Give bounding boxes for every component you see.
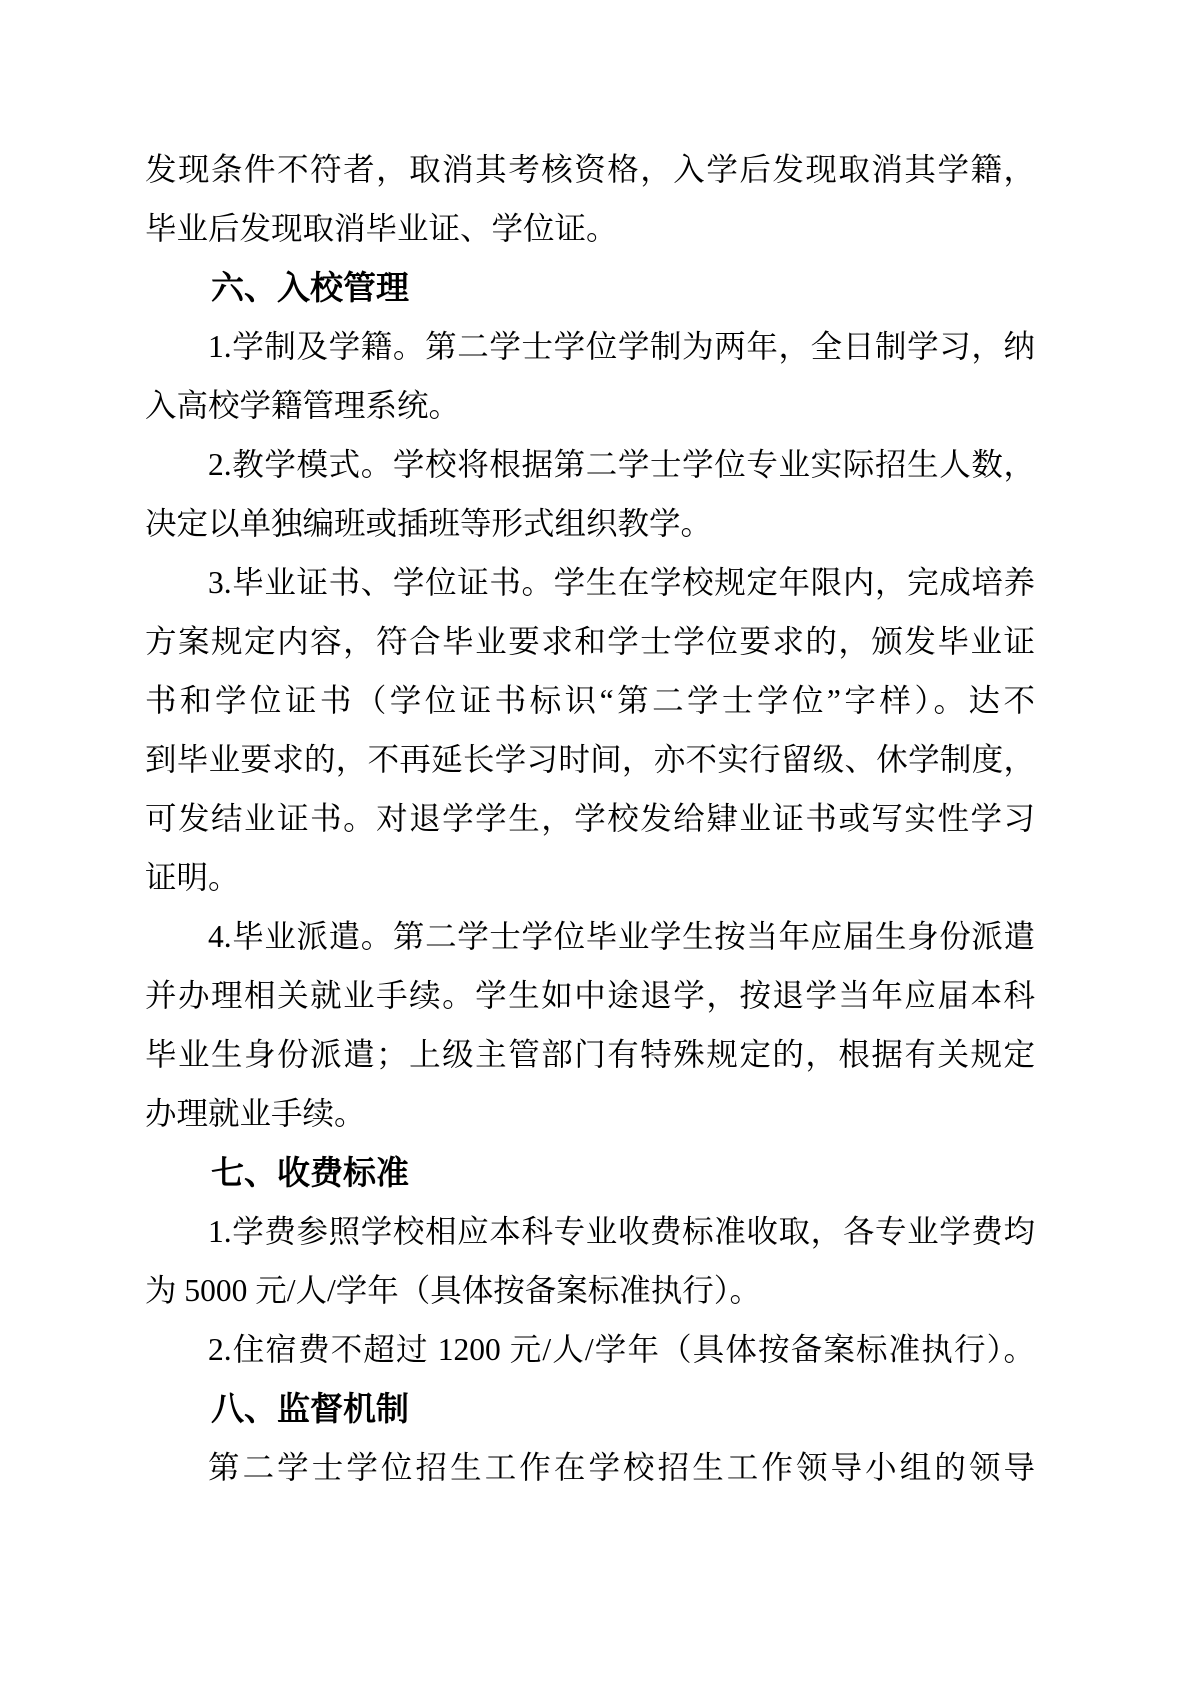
- section-heading-8: 八、监督机制: [211, 1390, 409, 1427]
- body-text-line: 并办理相关就业手续。学生如中途退学，按退学当年应届本科: [145, 978, 1035, 1013]
- body-text-line: 入高校学籍管理系统。: [145, 388, 461, 423]
- body-text-line: 毕业后发现取消毕业证、学位证。: [145, 211, 618, 246]
- body-text-line: 3.毕业证书、学位证书。学生在学校规定年限内，完成培养: [208, 565, 1035, 600]
- body-text-line: 办理就业手续。: [145, 1096, 366, 1131]
- body-text-line: 为 5000 元/人/学年（具体按备案标准执行）。: [145, 1273, 762, 1308]
- body-text-line: 4.毕业派遣。第二学士学位毕业学生按当年应届生身份派遣: [208, 919, 1035, 954]
- body-text-line: 方案规定内容，符合毕业要求和学士学位要求的，颁发毕业证: [145, 624, 1035, 659]
- body-text-line: 书和学位证书（学位证书标识“第二学士学位”字样）。达不: [145, 683, 1035, 718]
- body-text-line: 第二学士学位招生工作在学校招生工作领导小组的领导: [208, 1450, 1035, 1485]
- body-text-line: 到毕业要求的，不再延长学习时间，亦不实行留级、休学制度，: [145, 742, 1035, 777]
- body-text-line: 证明。: [145, 860, 240, 895]
- body-text-line: 可发结业证书。对退学学生，学校发给肄业证书或写实性学习: [145, 801, 1035, 836]
- body-text-line: 1.学费参照学校相应本科专业收费标准收取，各专业学费均: [208, 1214, 1035, 1249]
- body-text-line: 1.学制及学籍。第二学士学位学制为两年，全日制学习，纳: [208, 329, 1035, 364]
- body-text-line: 决定以单独编班或插班等形式组织教学。: [145, 506, 713, 541]
- body-text-line: 发现条件不符者，取消其考核资格，入学后发现取消其学籍，: [145, 152, 1035, 187]
- section-heading-6: 六、入校管理: [211, 269, 409, 306]
- section-heading-7: 七、收费标准: [211, 1154, 409, 1191]
- body-text-line: 2.住宿费不超过 1200 元/人/学年（具体按备案标准执行）。: [208, 1332, 1035, 1367]
- body-text-line: 2.教学模式。学校将根据第二学士学位专业实际招生人数，: [208, 447, 1035, 482]
- body-text-line: 毕业生身份派遣；上级主管部门有特殊规定的，根据有关规定: [145, 1037, 1035, 1072]
